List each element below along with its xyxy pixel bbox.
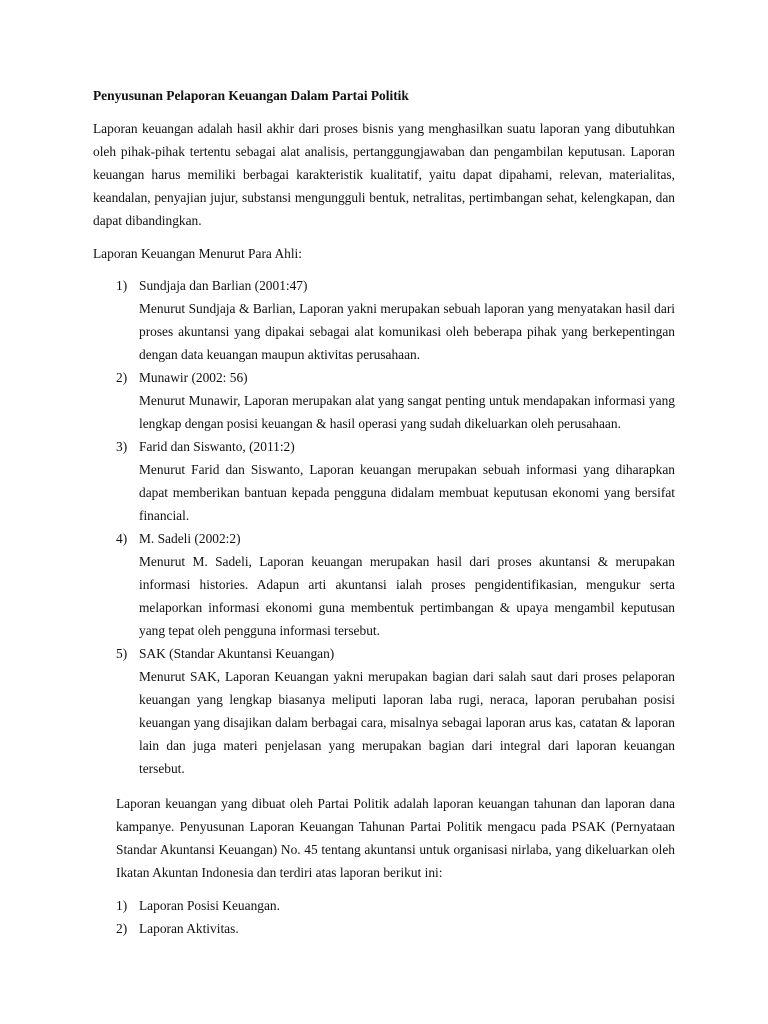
expert-title: Farid dan Siswanto, (2011:2): [139, 439, 295, 454]
list-number: 3): [116, 439, 128, 454]
list-number: 1): [116, 898, 128, 913]
party-paragraph: Laporan keuangan yang dibuat oleh Partai Politik adalah laporan keuangan tahunan dan laporan dana kampanye. Penyusunan Laporan Keuangan Tahunan Partai Politik mengacu pada PSAK (Pernyataan Standar Akuntansi Keuangan) No. 45 tentang akuntansi untuk organisasi nirlaba, yang dikeluarkan oleh Ikatan Akuntan Indonesia dan terdiri atas laporan berikut ini:: [116, 796, 675, 880]
list-number: 2): [116, 370, 128, 385]
expert-body: Menurut Munawir, Laporan merupakan alat yang sangat penting untuk mendapakan informasi yang lengkap dengan posisi keuangan & hasil operasi yang sudah dikeluarkan oleh perusahaan.: [139, 393, 675, 431]
report-text: Laporan Aktivitas.: [139, 921, 239, 936]
experts-heading: Laporan Keuangan Menurut Para Ahli:: [93, 246, 302, 261]
expert-body: Menurut Sundjaja & Barlian, Laporan yakni merupakan sebuah laporan yang menyatakan hasil dari proses akuntansi yang dipakai sebagai alat komunikasi oleh beberapa pihak yang berkepentingan dengan data keuangan maupun aktivitas perusahaan.: [139, 301, 675, 362]
expert-body: Menurut M. Sadeli, Laporan keuangan merupakan hasil dari proses akuntansi & merupakan informasi histories. Adapun arti akuntansi ialah proses pengidentifikasian, mengukur serta melaporkan informasi ekonomi guna membentuk pertimbangan & upaya mengambil keputusan yang tepat oleh pengguna informasi tersebut.: [139, 554, 675, 638]
expert-title: M. Sadeli (2002:2): [139, 531, 241, 546]
expert-title: SAK (Standar Akuntansi Keuangan): [139, 646, 335, 661]
list-number: 2): [116, 921, 128, 936]
intro-paragraph: Laporan keuangan adalah hasil akhir dari proses bisnis yang menghasilkan suatu laporan yang dibutuhkan oleh pihak-pihak tertentu sebagai alat analisis, pertanggungjawaban dan pengambilan keputusan. Laporan keuangan harus memiliki berbagai karakteristik kualitatif, yaitu dapat dipahami, relevan, materialitas, keandalan, penyajian jujur, substansi mengungguli bentuk, netralitas, pertimbangan sehat, kelengkapan, dan dapat dibandingkan.: [93, 121, 675, 228]
expert-body: Menurut Farid dan Siswanto, Laporan keuangan merupakan sebuah informasi yang diharapkan dapat memberikan bantuan kepada pengguna didalam membuat keputusan ekonomi yang bersifat financial.: [139, 462, 675, 523]
report-text: Laporan Posisi Keuangan.: [139, 898, 280, 913]
expert-body: Menurut SAK, Laporan Keuangan yakni merupakan bagian dari salah saut dari proses pelaporan keuangan yang lengkap biasanya meliputi laporan laba rugi, neraca, laporan perubahan posisi keuangan yang disajikan dalam berbagai cara, misalnya sebagai laporan arus kas, catatan & laporan lain dan juga materi penjelasan yang merupakan bagian dari integral dari laporan keuangan tersebut.: [139, 669, 675, 776]
expert-title: Munawir (2002: 56): [139, 370, 248, 385]
list-number: 1): [116, 278, 128, 293]
expert-title: Sundjaja dan Barlian (2001:47): [139, 278, 308, 293]
list-number: 4): [116, 531, 128, 546]
list-number: 5): [116, 646, 128, 661]
document-title: Penyusunan Pelaporan Keuangan Dalam Partai Politik: [93, 88, 409, 103]
